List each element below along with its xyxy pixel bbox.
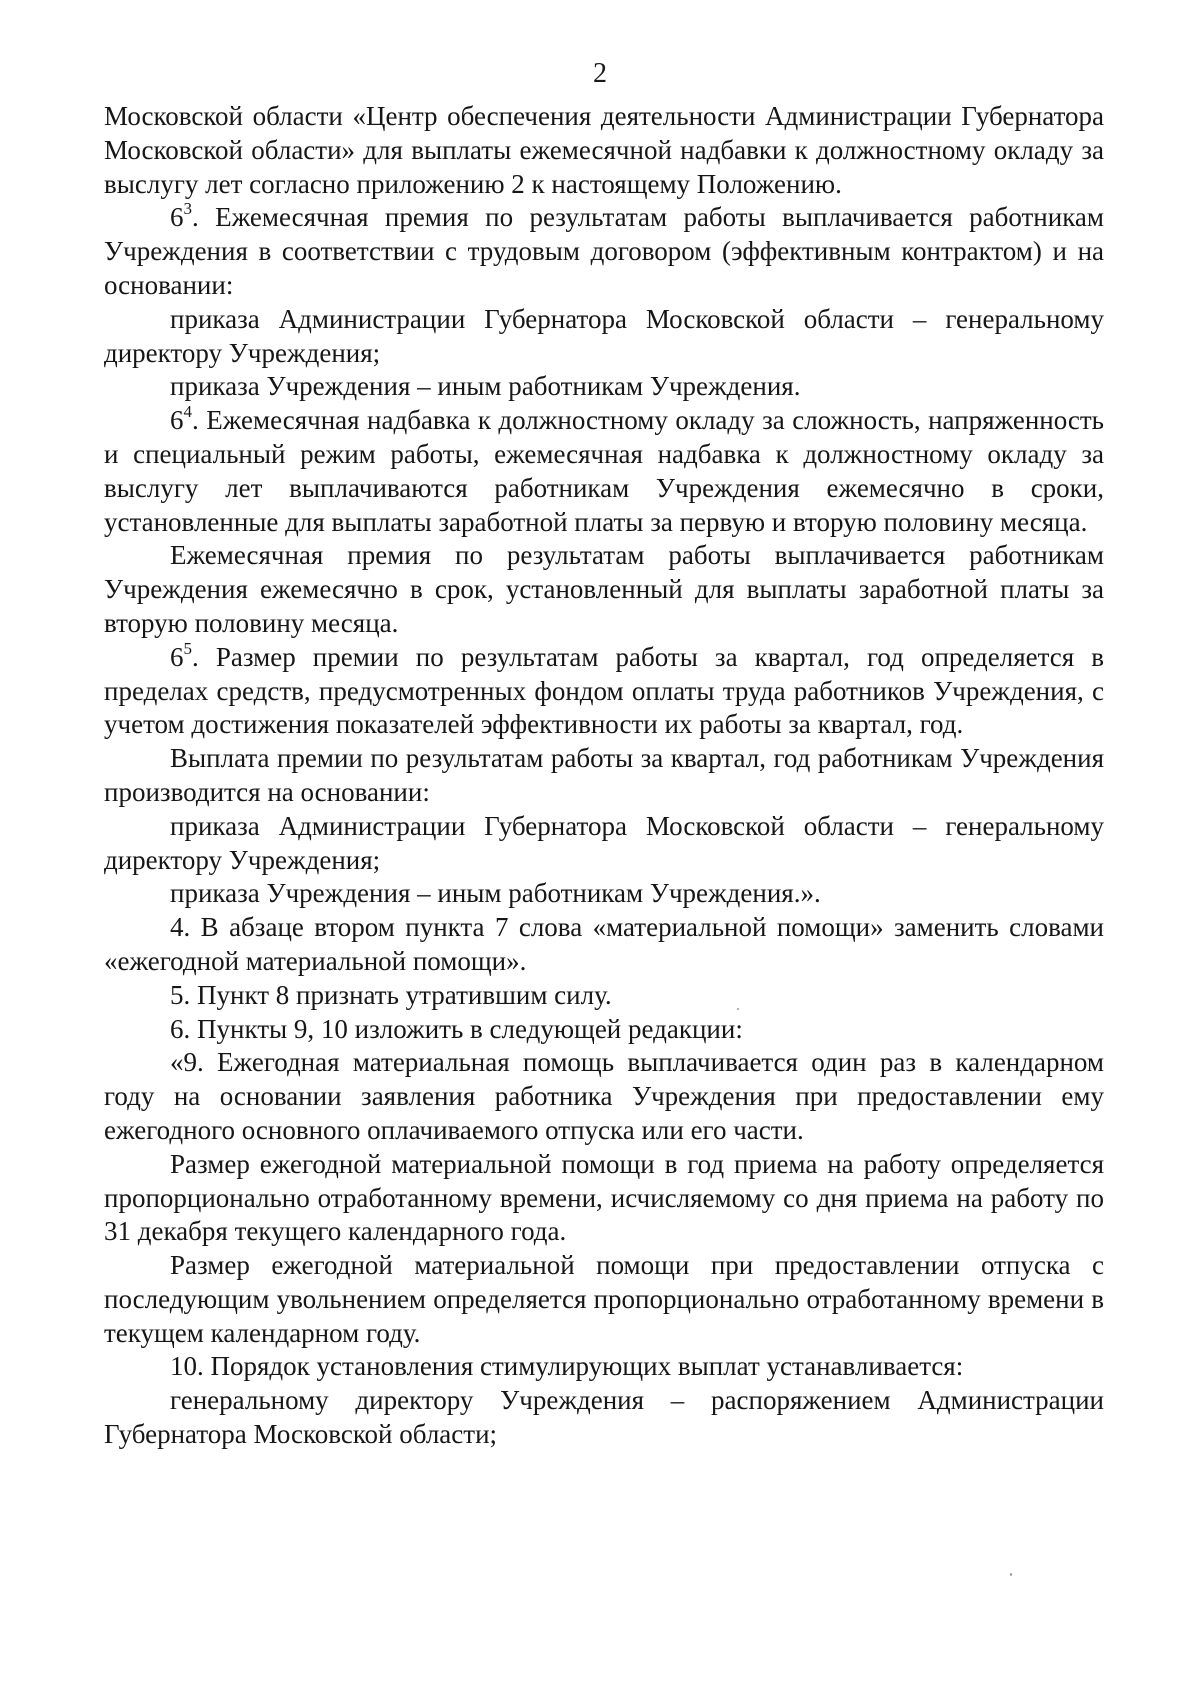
paragraph-item-4 <box>104 911 1104 979</box>
paragraph-monthly-bonus <box>104 539 1104 640</box>
paragraph-text: Размер ежегодной материальной помощи в год приема на работу определяется пропорционально отработанному времени, исчисляемому со дня приема на работу по 31 декабря текущего календарного года. <box>104 1148 1104 1247</box>
paragraph-aid-dismissal <box>104 1249 1104 1350</box>
paragraph-6-4 <box>104 404 1104 539</box>
paragraph-text: 4. В абзаце втором пункта 7 слова «материальной помощи» заменить словами «ежегодной материальной помощи». <box>104 912 1104 976</box>
paragraph-number: 6 <box>170 641 184 672</box>
paragraph-text: Московской области «Центр обеспечения деятельности Администрации Губернатора Московской области» для выплаты ежемесячной надбавки к должностному окладу за выслугу лет согласно приложению 2 к настоящему Положению. <box>104 101 1104 199</box>
paragraph-director-order <box>104 1384 1104 1452</box>
paragraph-quarterly-bonus-payment <box>104 742 1104 810</box>
paragraph-text: генеральному директору Учреждения – распоряжением Администрации Губернатора Московской области; <box>104 1385 1104 1450</box>
paragraph-item-6 <box>104 1013 1104 1047</box>
paragraph-number: 6 <box>170 202 184 233</box>
paragraph-text: приказа Администрации Губернатора Московской области – генеральному директору Учреждения; <box>104 303 1104 368</box>
paragraph-text: приказа Учреждения – иным работникам Учреждения.». <box>170 878 821 909</box>
paragraph-text: . Ежемесячная премия по результатам работы выплачивается работникам Учреждения в соответствии с трудовым договором (эффективным контрактом) и на основании: <box>104 202 1104 300</box>
paragraph-text: «9. Ежегодная материальная помощь выплачивается один раз в календарном году на основании заявления работника Учреждения при предоставлении ему ежегодного основного оплачиваемого отпуска или его части. <box>104 1047 1104 1145</box>
scan-speck <box>737 1008 739 1010</box>
paragraph-superscript: 4 <box>183 402 192 422</box>
paragraph-text: Ежемесячная премия по результатам работы выплачивается работникам Учреждения ежемесячно в срок, установленный для выплаты заработной платы за вторую половину месяца. <box>104 540 1104 638</box>
paragraph-item-9 <box>104 1046 1104 1147</box>
scan-speck <box>1010 1573 1012 1576</box>
paragraph-item-10 <box>104 1350 1104 1384</box>
paragraph-text: 6. Пункты 9, 10 изложить в следующей редакции: <box>170 1013 743 1044</box>
paragraph-continuation <box>104 100 1104 201</box>
paragraph-6-5 <box>104 638 1104 742</box>
paragraph-text: приказа Учреждения – иным работникам Учреждения. <box>170 371 801 402</box>
paragraph-text: . Ежемесячная надбавка к должностному окладу за сложность, напряженность и специальный режим работы, ежемесячная надбавка к должностному окладу за выслугу лет выплачиваются работникам Учреждения ежемесячно в сроки, установленные для выплаты заработной платы за первую и вторую половину месяца. <box>104 405 1104 537</box>
paragraph-order-employees <box>104 370 1104 404</box>
paragraph-aid-first-year <box>104 1148 1104 1249</box>
document-body <box>104 100 1104 1452</box>
paragraph-item-5 <box>104 979 1104 1013</box>
paragraph-text: Размер ежегодной материальной помощи при предоставлении отпуска с последующим увольнением определяется пропорционально отработанному времени в текущем календарном году. <box>104 1250 1104 1348</box>
paragraph-text: . Размер премии по результатам работы за квартал, год определяется в пределах средств, предусмотренных фондом оплаты труда работников Учреждения, с учетом достижения показателей эффективности их работы за квартал, год. <box>104 641 1104 740</box>
paragraph-order-employees-2 <box>104 877 1104 911</box>
paragraph-text: 10. Порядок установления стимулирующих выплат устанавливается: <box>170 1351 964 1382</box>
paragraph-text: Выплата премии по результатам работы за квартал, год работникам Учреждения производится на основании: <box>104 743 1104 807</box>
paragraph-superscript: 5 <box>183 638 192 658</box>
paragraph-order-director-2 <box>104 810 1104 878</box>
paragraph-order-director <box>104 303 1104 371</box>
paragraph-text: приказа Администрации Губернатора Московской области – генеральному директору Учреждения; <box>104 810 1104 875</box>
page-number: 2 <box>593 58 607 89</box>
paragraph-superscript: 3 <box>183 199 192 219</box>
paragraph-number: 6 <box>170 405 184 436</box>
paragraph-6-3 <box>104 201 1104 302</box>
paragraph-text: 5. Пункт 8 признать утратившим силу. <box>170 979 612 1010</box>
